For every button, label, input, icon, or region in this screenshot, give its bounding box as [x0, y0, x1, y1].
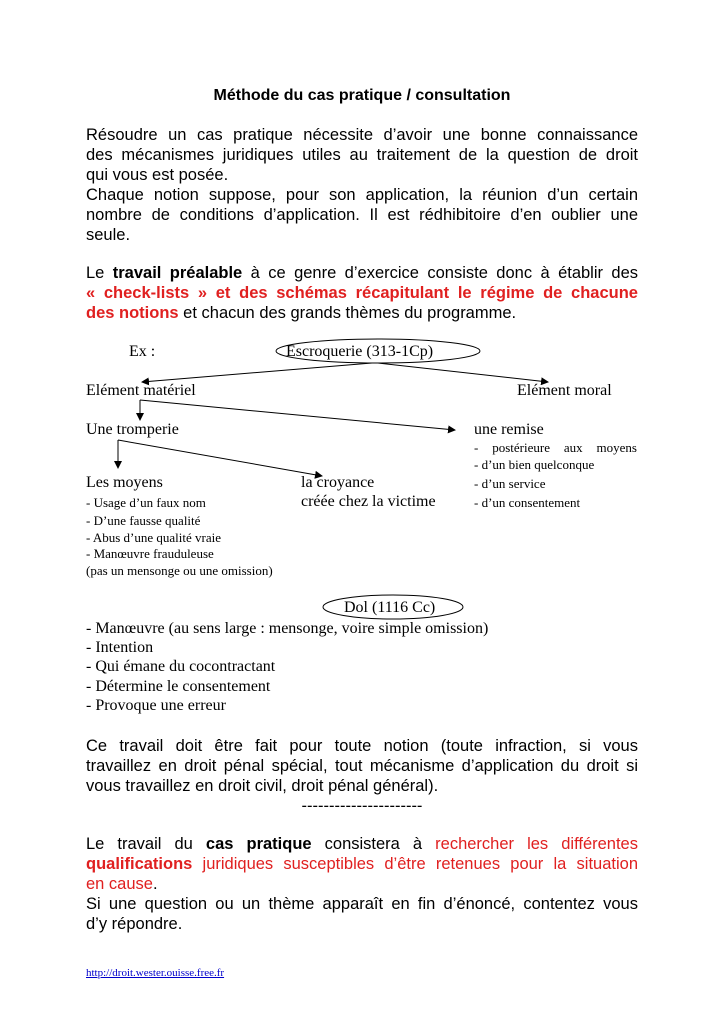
- element-materiel: Elément matériel: [86, 382, 196, 399]
- notion-line-3: vous travaillez en droit civil, droit pénal général).: [86, 777, 439, 795]
- moyens-item-4: - Manœuvre frauduleuse: [86, 546, 214, 561]
- croyance-node: la croyance: [301, 474, 375, 491]
- cas-line-2: qualifications juridiques susceptibles d’être retenues pour la situation: [86, 855, 638, 873]
- croyance-node-line-2: créée chez la victime: [301, 493, 436, 510]
- notion-line-2: travaillez en droit pénal spécial, tout mécanisme d’application du droit si: [86, 757, 638, 775]
- remise-item-3: - d’un service: [474, 476, 546, 491]
- cas-line-1: Le travail du cas pratique consistera à rechercher les différentes: [86, 835, 638, 853]
- footer: [86, 966, 224, 980]
- escroquerie-node: Escroquerie (313-1Cp): [286, 343, 434, 360]
- separator: ----------------------: [301, 797, 423, 815]
- intro-line-6: seule.: [86, 226, 131, 244]
- element-moral: Elément moral: [517, 382, 612, 399]
- intro-line-3: qui vous est posée.: [86, 166, 229, 184]
- arrow-to-moral: [378, 363, 548, 382]
- intro-line-2: des mécanismes juridiques utiles au traitement de la question de droit: [86, 146, 638, 164]
- remise-item-1: - postérieure aux moyens: [474, 440, 637, 455]
- remise-node: une remise: [474, 421, 544, 438]
- dol-item-5: - Provoque une erreur: [86, 697, 226, 714]
- tromperie-node: Une tromperie: [86, 421, 179, 438]
- travail-line-3: des notions et chacun des grands thèmes du programme.: [86, 304, 517, 322]
- remise-item-2: - d’un bien quelconque: [474, 457, 595, 472]
- dol-item-4: - Détermine le consentement: [86, 678, 271, 695]
- dol-item-2: - Intention: [86, 639, 154, 656]
- travail-line-1: Le travail préalable à ce genre d’exercice consiste donc à établir des: [86, 264, 639, 282]
- remise-item-4: - d’un consentement: [474, 495, 581, 510]
- arrow-to-croyance: [118, 440, 322, 476]
- moyens-node: Les moyens: [86, 474, 163, 491]
- cas-line-5: d’y répondre.: [86, 915, 183, 933]
- ex-label: Ex :: [129, 343, 156, 360]
- intro-line-5: nombre de conditions d’application. Il est rédhibitoire d’en oublier une: [86, 206, 638, 224]
- intro-line-1: Résoudre un cas pratique nécessite d’avoir une bonne connaissance: [86, 126, 638, 144]
- footer-link[interactable]: http://droit.wester.ouisse.free.fr: [86, 967, 225, 979]
- notion-line-1: Ce travail doit être fait pour toute notion (toute infraction, si vous: [86, 737, 638, 755]
- moyens-item-3: - Abus d’une qualité vraie: [86, 530, 222, 545]
- arrow-to-remise: [140, 400, 455, 430]
- moyens-item-2: - D’une fausse qualité: [86, 513, 201, 528]
- moyens-item-1: - Usage d’un faux nom: [86, 495, 206, 510]
- page-title: Méthode du cas pratique / consultation: [213, 87, 511, 104]
- dol-node: Dol (1116 Cc): [344, 599, 436, 616]
- arrow-to-materiel: [142, 363, 372, 382]
- intro-line-4: Chaque notion suppose, pour son application, la réunion d’un certain: [86, 186, 638, 204]
- dol-item-1: - Manœuvre (au sens large : mensonge, voire simple omission): [86, 620, 489, 637]
- cas-line-3: en cause.: [86, 875, 158, 893]
- cas-line-4: Si une question ou un thème apparaît en fin d’énoncé, contentez vous: [86, 895, 638, 913]
- dol-item-3: - Qui émane du cocontractant: [86, 658, 276, 675]
- moyens-item-5: (pas un mensonge ou une omission): [86, 563, 273, 578]
- travail-line-2: « check-lists » et des schémas récapitulant le régime de chacune: [86, 284, 638, 302]
